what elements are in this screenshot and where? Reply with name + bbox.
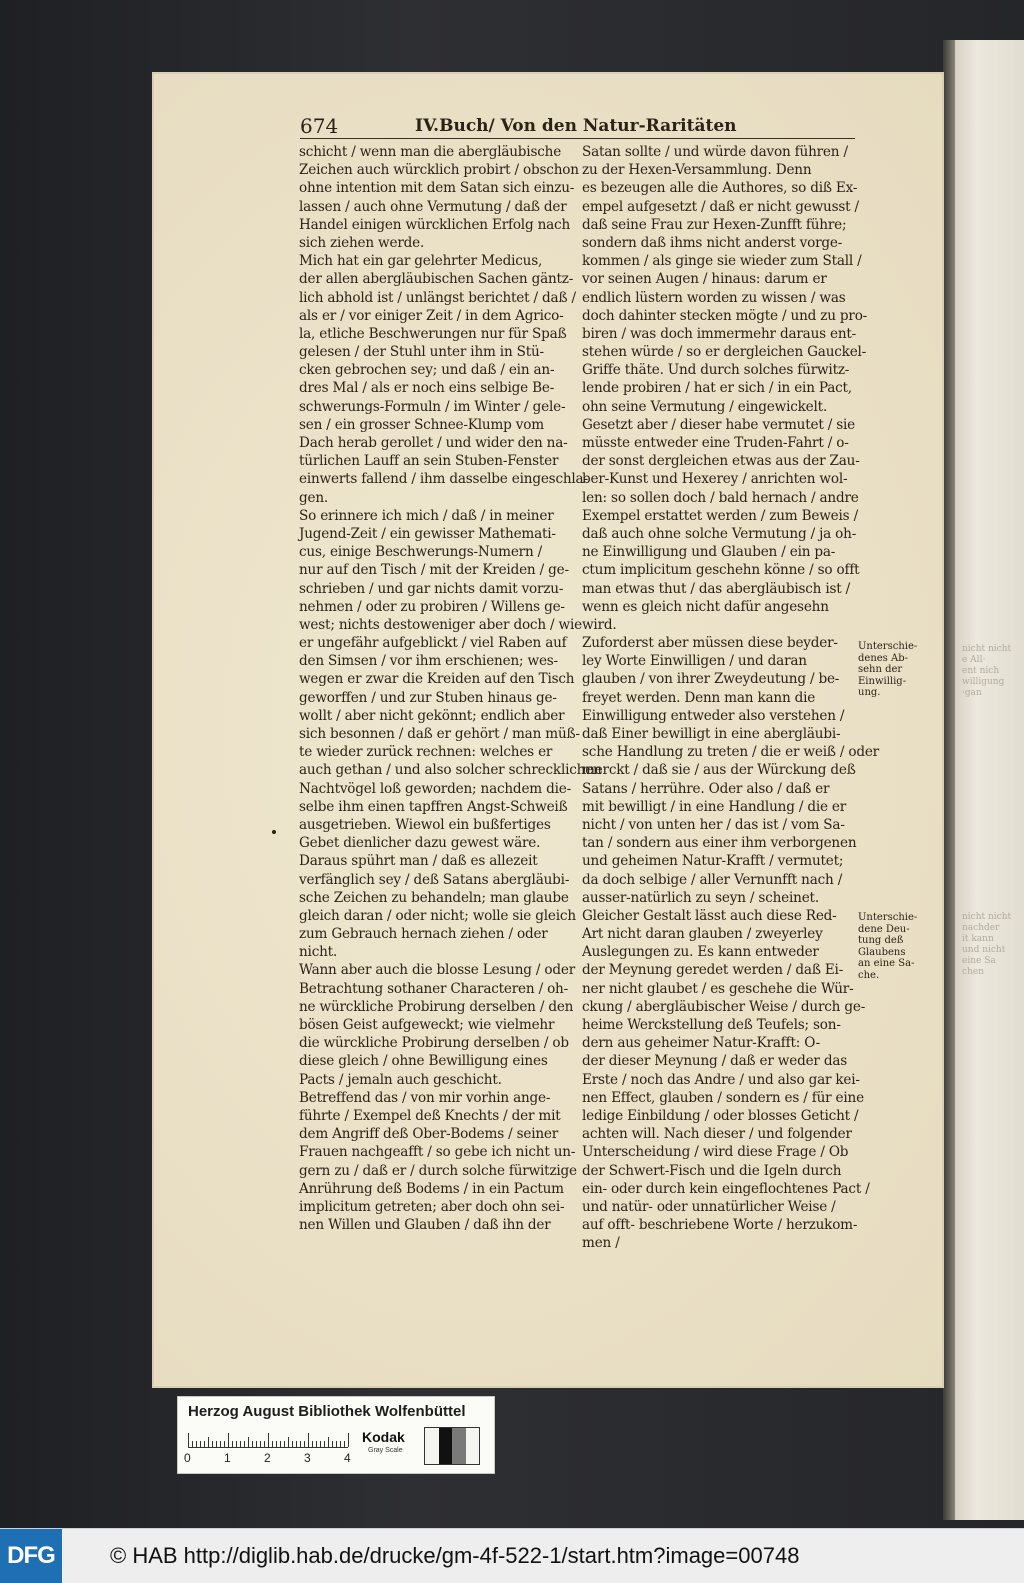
text-line: den Simsen / vor ihm erschienen; wes-: [299, 653, 558, 670]
ruler-tick: [248, 1437, 249, 1447]
text-line: ledige Einbildung / oder blosses Geticht /: [582, 1107, 859, 1124]
running-head: IV.Buch/ Von den Natur-Raritäten: [415, 116, 737, 136]
text-line: west; nichts destoweniger aber doch / wie: [299, 616, 582, 633]
text-line: schicht / wenn man die abergläubische: [299, 144, 562, 160]
bleed-line: nachder: [962, 923, 1000, 933]
text-line: doch dahinter stecken mögte / und zu pro-: [582, 307, 868, 324]
text-line: nehmen / oder zu probiren / Willens ge-: [299, 598, 565, 615]
text-line: Anrührung deß Bodems / in ein Pactum: [299, 1180, 564, 1197]
ruler-number: 1: [224, 1451, 231, 1465]
bleed-line: ent nich: [962, 666, 1000, 676]
ruler-numbers: [184, 1451, 359, 1467]
text-line: implicitum getreten; aber doch ohn sei-: [299, 1198, 565, 1215]
ruler-tick: [192, 1441, 193, 1447]
text-line: Betrachtung sothaner Characteren / oh-: [299, 980, 569, 997]
text-line: gelesen / der Stuhl unter ihm in Stü-: [299, 344, 544, 361]
bleed-line: nicht nicht: [962, 644, 1012, 654]
ruler-tick: [328, 1437, 329, 1447]
text-line: len: so sollen doch / bald hernach / andre: [582, 489, 859, 506]
text-line: auch gethan / und also solcher schrecklichen: [299, 762, 602, 779]
ruler-tick: [244, 1441, 245, 1447]
gray-swatches: [424, 1427, 480, 1465]
text-line: ausser-natürlich zu seyn / scheinet.: [582, 889, 819, 906]
ruler-tick: [188, 1433, 189, 1447]
ruler-tick: [268, 1433, 269, 1447]
margin-note-line: dene Deu-: [858, 923, 910, 935]
text-line: führte / Exempel deß Knechts / der mit: [299, 1107, 561, 1124]
bleed-line: eine Sa: [962, 956, 996, 966]
text-line: dem Angriff deß Ober-Bodems / seiner: [299, 1126, 559, 1143]
footer-bar: [0, 1528, 1024, 1583]
text-line: Daraus spührt man / daß es allezeit: [299, 853, 538, 870]
text-line: verfänglich sey / deß Satans abergläubi-: [299, 871, 570, 888]
bleed-line: und nicht: [962, 945, 1006, 955]
text-line: gen.: [299, 489, 329, 506]
text-line: wenn es gleich nicht dafür angesehn: [582, 598, 829, 615]
text-line: und natür- oder unnatürlicher Weise /: [582, 1198, 836, 1215]
text-line: Griffe thäte. Und durch solches fürwitz-: [582, 362, 850, 379]
text-line: sen / ein grosser Schnee-Klump vom: [299, 416, 544, 433]
text-line: empel aufgesetzt / daß er nicht gewusst /: [582, 198, 859, 215]
text-line: te wieder zurück rechnen: welches er: [299, 744, 553, 761]
text-line: lassen / auch ohne Vermutung / daß der: [299, 198, 567, 215]
text-line: daß auch ohne solche Vermutung / ja oh-: [582, 525, 857, 542]
text-line: man etwas thut / das abergläubisch ist /: [582, 580, 851, 597]
text-line: glauben / von ihrer Zweydeutung / be-: [582, 671, 840, 688]
ruler-tick: [284, 1441, 285, 1447]
next-page-edge: [944, 40, 1024, 1520]
ruler-tick: [292, 1441, 293, 1447]
ruler-number: 2: [264, 1451, 271, 1465]
text-line: merckt / daß sie / aus der Würckung deß: [582, 762, 856, 779]
text-line: So erinnere ich mich / daß / in meiner: [299, 507, 554, 524]
text-line: Unterscheidung / wird diese Frage / Ob: [582, 1144, 849, 1161]
ruler-tick: [308, 1433, 309, 1447]
text-line: und geheimen Natur-Krafft / vermutet;: [582, 853, 844, 870]
bleed-line: chen: [962, 967, 984, 977]
text-line: endlich lüstern worden zu wissen / was: [582, 289, 846, 306]
text-line: tan / sondern aus einer ihm verborgenen: [582, 835, 857, 852]
gray-swatch: [425, 1428, 439, 1464]
ruler-number: 4: [344, 1451, 351, 1465]
bleed-through-text: [962, 644, 1011, 699]
text-line: dern aus geheimer Natur-Krafft: O-: [582, 1035, 821, 1052]
ruler-tick: [340, 1441, 341, 1447]
text-line: la, etliche Beschwerungen nur für Spaß: [299, 325, 567, 342]
text-line: gleich daran / oder nicht; wolle sie gleich: [299, 907, 576, 924]
text-line: Einwilligung entweder also verstehen /: [582, 707, 845, 724]
text-line: schwerungs-Formuln / im Winter / gele-: [299, 398, 566, 415]
text-line: Frauen nachgeafft / so gebe ich nicht un-: [299, 1144, 576, 1161]
text-line: zu der Hexen-Versammlung. Denn: [582, 162, 812, 179]
header-rule: [300, 138, 855, 139]
dfg-logo: DFG: [0, 1529, 62, 1583]
text-line: daß Einer bewilligt in eine abergläubi-: [582, 726, 841, 742]
text-line: nen Effect, glauben / sondern es / für eine: [582, 1089, 864, 1106]
margin-note: [858, 641, 917, 699]
text-line: Wann aber auch die blosse Lesung / oder: [299, 962, 576, 979]
text-line: es bezeugen alle die Authores, so diß Ex-: [582, 180, 858, 197]
bleed-line: ·gan: [962, 688, 982, 698]
ruler-tick: [216, 1441, 217, 1447]
text-line: Erste / noch das Andre / und also gar kei-: [582, 1071, 860, 1088]
text-line: sche Zeichen zu behandeln; man glaube: [299, 889, 569, 906]
color-target-card: [177, 1396, 495, 1474]
text-line: der allen abergläubischen Sachen gäntz-: [299, 271, 574, 288]
text-line: auf offt- beschriebene Worte / herzukom-: [582, 1217, 858, 1234]
text-line: sondern daß ihms nicht anderst vorge-: [582, 234, 843, 251]
ruler-tick: [196, 1441, 197, 1447]
text-line: lende probiren / hat er sich / in ein Pact,: [582, 380, 852, 397]
text-line: ley Worte Einwilligen / und daran: [582, 653, 807, 670]
text-line: biren / was doch immermehr daraus ent-: [582, 325, 857, 342]
text-line: nen Willen und Glauben / daß ihn der: [299, 1217, 551, 1234]
text-line: nicht / von unten her / das ist / vom Sa-: [582, 816, 845, 833]
text-line: Pacts / jemaln auch geschicht.: [299, 1071, 502, 1088]
text-line: daß seine Frau zur Hexen-Zunfft führe;: [582, 216, 847, 233]
text-line: gern zu / daß er / durch solche fürwitzige: [299, 1162, 577, 1179]
ruler-tick: [204, 1441, 205, 1447]
text-line: ohn seine Vermutung / eingewickelt.: [582, 398, 828, 415]
ruler-tick: [220, 1441, 221, 1447]
text-line: müsste entweder eine Truden-Fahrt / o-: [582, 435, 849, 451]
gray-swatch: [439, 1428, 453, 1464]
text-line: der dieser Meynung / daß er weder das: [582, 1053, 848, 1070]
text-line: Satans / herrühre. Oder also / daß er: [582, 780, 830, 797]
margin-note-line: che.: [858, 969, 880, 981]
ink-dot: [272, 830, 276, 834]
text-line: cus, einige Beschwerungs-Numern /: [299, 544, 543, 561]
text-line: nicht.: [299, 944, 338, 961]
text-line: vor seinen Augen / hinaus: darum er: [582, 271, 827, 288]
text-line: Exempel erstattet werden / zum Beweis /: [582, 507, 858, 524]
text-line: stehen würde / so er dergleichen Gauckel-: [582, 344, 867, 361]
right-text-column: [582, 143, 879, 1252]
book-gutter: [943, 40, 955, 1520]
text-line: türlichen Lauff an sein Stuben-Fenster: [299, 453, 559, 470]
copyright-link[interactable]: © HAB http://diglib.hab.de/drucke/gm-4f-522-1/start.htm?image=00748: [110, 1543, 800, 1568]
text-line: Dach herab gerollet / und wider den na-: [299, 435, 568, 451]
text-line: lich abhold ist / unlängst berichtet / daß /: [299, 289, 576, 306]
library-name: Herzog August Bibliothek Wolfenbüttel: [188, 1403, 466, 1420]
text-line: achten will. Nach dieser / und folgender: [582, 1126, 852, 1143]
text-line: wollt / aber nicht gekönnt; endlich aber: [299, 707, 565, 724]
text-line: die würckliche Probirung derselben / ob: [299, 1035, 569, 1052]
text-line: bösen Geist aufgeweckt; wie vielmehr: [299, 1017, 555, 1033]
ruler-tick: [200, 1441, 201, 1447]
ruler-tick: [212, 1441, 213, 1447]
text-line: cken gebrochen sey; und daß / ein an-: [299, 362, 555, 379]
text-line: men /: [582, 1235, 620, 1252]
ruler-tick: [236, 1441, 237, 1447]
text-line: diese gleich / ohne Bewilligung eines: [299, 1053, 548, 1070]
ruler-number: 0: [184, 1451, 191, 1465]
ruler-tick: [264, 1441, 265, 1447]
ruler-tick: [300, 1441, 301, 1447]
text-line: er ungefähr aufgeblickt / viel Raben auf: [299, 635, 567, 652]
text-line: zum Gebrauch hernach ziehen / oder: [299, 926, 548, 943]
text-line: da doch selbige / aller Vernunfft nach /: [582, 871, 843, 888]
text-line: freyet werden. Denn man kann die: [582, 689, 816, 706]
margin-note-line: Glaubens: [858, 946, 906, 958]
page-number: 674: [300, 114, 339, 138]
page-header: [300, 114, 860, 140]
ruler-tick: [332, 1441, 333, 1447]
text-line: sche Handlung zu treten / die er weiß / oder: [582, 744, 879, 761]
text-line: der Schwert-Fisch und die Igeln durch: [582, 1162, 842, 1179]
text-line: Nachtvögel loß geworden; nachdem die-: [299, 780, 571, 797]
margin-note-line: Unterschie-: [858, 641, 918, 652]
text-line: ohne intention mit dem Satan sich einzu-: [299, 180, 575, 197]
text-line: Gesetzt aber / dieser habe vermutet / sie: [582, 416, 855, 433]
margin-note-line: an eine Sa-: [858, 958, 915, 969]
text-line: wird.: [582, 616, 617, 633]
text-line: Jugend-Zeit / ein gewisser Mathemati-: [299, 525, 556, 542]
ruler-tick: [336, 1441, 337, 1447]
text-line: ber-Kunst und Hexerey / anrichten wol-: [582, 471, 848, 488]
margin-note-line: Einwillig-: [858, 675, 907, 687]
bleed-through-text: [962, 912, 1011, 978]
text-line: nur auf den Tisch / mit der Kreiden / ge-: [299, 562, 569, 579]
text-line: Mich hat ein gar gelehrter Medicus,: [299, 253, 543, 270]
margin-note: [858, 912, 917, 981]
text-line: Auslegungen zu. Es kann entweder: [582, 944, 819, 961]
margin-note-line: denes Ab-: [858, 652, 908, 664]
ruler-tick: [304, 1441, 305, 1447]
text-line: der sonst dergleichen etwas aus der Zau-: [582, 453, 860, 470]
ruler-tick: [324, 1441, 325, 1447]
ruler-tick: [296, 1441, 297, 1447]
ruler-tick: [320, 1441, 321, 1447]
text-line: kommen / als ginge sie wieder zum Stall /: [582, 253, 862, 270]
gray-swatch: [452, 1428, 466, 1464]
ruler-tick: [228, 1433, 229, 1447]
text-line: sich besonnen / daß er gehört / man müß-: [299, 726, 580, 742]
ruler-tick: [260, 1441, 261, 1447]
text-line: sich ziehen werde.: [299, 234, 425, 251]
text-line: einwerts fallend / ihm dasselbe eingeschla-: [299, 471, 588, 488]
text-line: ein- oder durch kein eingeflochtenes Pact /: [582, 1180, 870, 1197]
text-line: ne würckliche Probirung derselben / den: [299, 998, 574, 1015]
text-line: ner nicht glaubet / es geschehe die Wür-: [582, 980, 854, 997]
text-line: geworffen / und zur Stuben hinaus ge-: [299, 689, 557, 706]
ruler-tick: [276, 1441, 277, 1447]
ruler-tick: [224, 1441, 225, 1447]
ruler-tick: [280, 1441, 281, 1447]
bleed-line: e All·: [962, 655, 986, 665]
text-line: als er / vor einiger Zeit / in dem Agrico-: [299, 307, 564, 324]
ruler-tick: [316, 1441, 317, 1447]
margin-note-line: ung.: [858, 687, 881, 698]
gray-swatch: [466, 1428, 480, 1464]
text-line: Zuforderst aber müssen diese beyder-: [582, 635, 838, 652]
text-line: Zeichen auch würcklich probirt / obschon: [299, 162, 579, 179]
text-line: schrieben / und gar nichts damit vorzu-: [299, 580, 564, 597]
text-line: Art nicht daran glauben / zweyerley: [582, 926, 823, 943]
text-line: ausgetrieben. Wiewol ein bußfertiges: [299, 816, 551, 833]
ruler-tick: [312, 1441, 313, 1447]
bleed-line: willigung: [962, 677, 1005, 687]
margin-note-line: sehn der: [858, 664, 903, 675]
text-line: selbe ihm einen tapffren Angst-Schweiß: [299, 798, 568, 815]
ruler-tick: [252, 1441, 253, 1447]
bleed-line: it kann: [962, 934, 994, 944]
text-line: Handel einigen würcklichen Erfolg nach: [299, 216, 571, 233]
margin-note-line: Unterschie-: [858, 912, 918, 923]
ruler-tick: [256, 1441, 257, 1447]
ruler-number: 3: [304, 1451, 311, 1465]
text-line: heime Werckstellung deß Teufels; son-: [582, 1017, 841, 1033]
text-line: dres Mal / als er noch eins selbige Be-: [299, 380, 555, 397]
text-line: ckung / abergläubischer Weise / durch ge-: [582, 998, 866, 1015]
text-line: wegen er zwar die Kreiden auf den Tisch: [299, 671, 575, 688]
ruler-tick: [240, 1441, 241, 1447]
text-line: ctum implicitum geschehn könne / so offt: [582, 562, 860, 579]
bleed-line: nicht nicht: [962, 912, 1012, 922]
ruler-tick: [288, 1437, 289, 1447]
ruler-tick: [348, 1433, 349, 1447]
scale-ruler: [188, 1431, 348, 1448]
ruler-tick: [272, 1441, 273, 1447]
ruler-tick: [232, 1441, 233, 1447]
margin-note-line: tung deß: [858, 935, 904, 946]
text-line: Satan sollte / und würde davon führen /: [582, 144, 848, 160]
text-line: ne Einwilligung und Glauben / ein pa-: [582, 544, 836, 561]
text-line: Gebet dienlicher dazu gewest wäre.: [299, 835, 541, 852]
kodak-logo: Kodak: [362, 1429, 405, 1445]
ruler-tick: [344, 1441, 345, 1447]
ruler-tick: [208, 1437, 209, 1447]
text-line: der Meynung geredet werden / daß Ei-: [582, 962, 844, 979]
gray-scale-label: Gray Scale: [368, 1447, 403, 1454]
text-line: mit bewilligt / in eine Handlung / die er: [582, 798, 847, 815]
text-line: Gleicher Gestalt lässt auch diese Red-: [582, 907, 837, 924]
text-line: Betreffend das / von mir vorhin ange-: [299, 1089, 551, 1106]
